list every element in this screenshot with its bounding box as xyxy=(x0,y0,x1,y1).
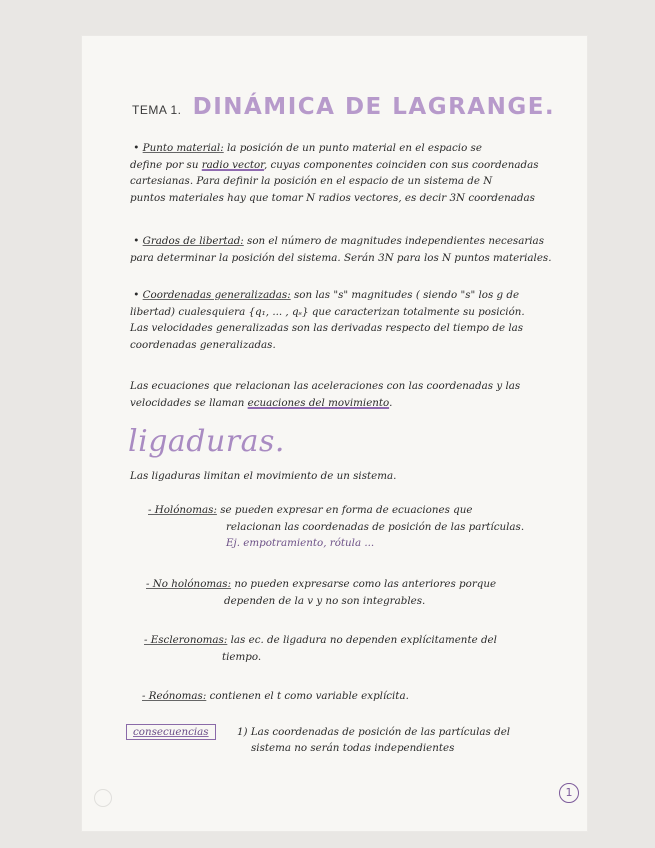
text-line: se pueden expresar en forma de ecuaciones que xyxy=(220,504,473,516)
text-line: sistema no serán todas independientes xyxy=(251,742,455,754)
ligaduras-intro: Las ligaduras limitan el movimiento de un sistema. xyxy=(130,470,397,482)
text-line: velocidades se llaman xyxy=(130,396,245,409)
text-line: son las "s" magnitudes ( siendo "s" los g de xyxy=(293,289,520,301)
coordenadas-paragraph xyxy=(130,287,570,353)
text-line: define por su xyxy=(130,158,199,171)
term-grados-libertad: Grados de libertad: xyxy=(142,235,244,247)
term-ecuaciones-movimiento: ecuaciones del movimiento xyxy=(247,396,390,409)
bullet: • xyxy=(133,142,140,154)
page-number: 1 xyxy=(559,783,579,803)
reonomas-item xyxy=(142,688,562,705)
text-line: coordenadas generalizadas. xyxy=(130,338,276,351)
punto-material-paragraph xyxy=(130,140,570,206)
text-line: 1) Las coordenadas de posición de las partículas del xyxy=(237,726,511,738)
escleronomas-item xyxy=(144,632,564,665)
holonomas-item xyxy=(148,502,568,552)
text-line: las ec. de ligadura no dependen explícitamente del xyxy=(230,634,497,646)
term-escleronomas: - Escleronomas: xyxy=(144,634,228,646)
text-line: dependen de la v y no son integrables. xyxy=(224,594,426,607)
text-line: son el número de magnitudes independientes necesarias xyxy=(247,235,544,247)
text-line: relacionan las coordenadas de posición de las partículas. xyxy=(226,520,525,533)
text-line: puntos materiales hay que tomar N radios vectores, es decir 3N coordenadas xyxy=(130,191,535,204)
notebook-page xyxy=(82,36,587,831)
text-line: Las ecuaciones que relacionan las aceleraciones con las coordenadas y las xyxy=(130,380,521,392)
section-title: ligaduras. xyxy=(128,424,285,459)
term-no-holonomas: - No holónomas: xyxy=(146,578,232,590)
term-reonomas: - Reónomas: xyxy=(142,690,207,702)
example-line: Ej. empotramiento, rótula ... xyxy=(226,537,375,549)
bullet: • xyxy=(133,235,140,247)
text-line: cartesianas. Para definir la posición en el espacio de un sistema de N xyxy=(130,175,493,187)
text-line: tiempo. xyxy=(222,650,262,663)
header xyxy=(132,94,555,120)
grados-libertad-paragraph xyxy=(130,233,570,266)
term-radio-vector: radio vector xyxy=(201,158,264,171)
consecuencias-label: consecuencias xyxy=(126,724,216,740)
consecuencias-text xyxy=(237,724,557,756)
text-line: no pueden expresarse como las anteriores porque xyxy=(234,578,497,590)
text-line: contienen el t como variable explícita. xyxy=(209,690,409,702)
no-holonomas-item xyxy=(146,576,566,609)
page-title: DINÁMICA DE LAGRANGE. xyxy=(192,94,556,120)
text-line: , cuyas componentes coinciden con sus coordenadas xyxy=(263,158,539,171)
tema-label: TEMA 1. xyxy=(132,103,182,117)
term-holonomas: - Holónomas: xyxy=(148,504,217,516)
bullet: • xyxy=(133,289,140,301)
text-line: para determinar la posición del sistema. Serán 3N para los N puntos materiales. xyxy=(130,251,552,264)
term-coordenadas-generalizadas: Coordenadas generalizadas: xyxy=(142,289,291,301)
text-line: libertad) cualesquiera {q₁, ... , qₛ} que caracterizan totalmente su posición. xyxy=(130,305,525,318)
faint-circle-mark xyxy=(94,789,112,807)
text-line: la posición de un punto material en el espacio se xyxy=(226,142,482,154)
period: . xyxy=(389,396,393,409)
text-line: Las velocidades generalizadas son las derivadas respecto del tiempo de las xyxy=(130,322,524,334)
term-punto-material: Punto material: xyxy=(142,142,224,154)
ecuaciones-paragraph xyxy=(130,378,570,411)
